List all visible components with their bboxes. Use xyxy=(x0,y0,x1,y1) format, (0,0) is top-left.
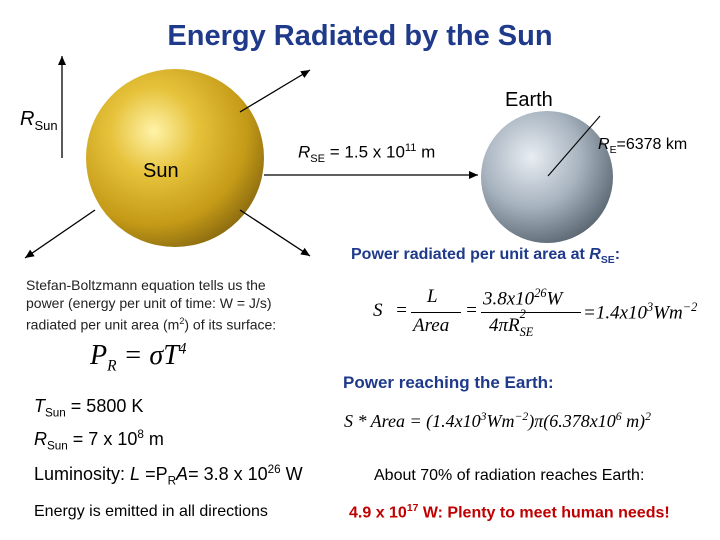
sun-temperature: $T_{Sun} = 5800$ K xyxy=(34,396,144,420)
earth-label: Earth xyxy=(505,89,553,111)
power-reaching-equation: S * Area = $(1.4x10^3Wm^{-2})\pi(6.378x10^6$ m)$^2$ xyxy=(344,410,651,431)
power-reaching-heading: Power reaching the Earth: xyxy=(343,373,554,392)
sun-label: Sun xyxy=(143,160,179,182)
directions-text: Energy is emitted in all directions xyxy=(34,503,268,520)
sun-sphere xyxy=(86,69,264,247)
stefan-boltzmann-text: Stefan-Boltzmann equation tells us the power (energy per unit of time: W = J/s) radiated per unit area $(m^2)$ of its surface: xyxy=(26,277,277,333)
result-text: 4.9 x $10^{17}$ W: Plenty to meet human needs! xyxy=(349,503,670,522)
fraction-bar-2 xyxy=(481,312,581,313)
luminosity: Luminosity: $L =P_RA= 3.8$ x $10^{26}$ W xyxy=(34,463,303,488)
solar-flux-equation: S = L Area = $3.8x10^{26}W$ 4πR 2 $_{SE}$ $=1.4x10^3Wm^{-2}$ xyxy=(373,286,698,339)
r-sun-label: $R_{Sun}$ xyxy=(20,108,58,133)
re-label: $R_E=6378$ km xyxy=(598,136,688,157)
seventy-percent-text: About 70% of radiation reaches Earth: xyxy=(374,467,645,484)
slide-title: Energy Radiated by the Sun xyxy=(167,20,553,52)
fraction-bar-1 xyxy=(411,312,461,313)
rse-label: $R_{SE} = 1.5$ x $10^{11}$ m xyxy=(298,142,436,166)
stefan-boltzmann-equation: $P_R = \sigma T^4$ xyxy=(90,340,187,375)
earth-sphere xyxy=(481,111,613,243)
sun-radius: $R_{Sun} = 7$ x $10^8$ m xyxy=(34,428,164,453)
arrow-down-right xyxy=(240,210,310,256)
arrow-down-left xyxy=(25,210,95,258)
arrow-up-right xyxy=(240,70,310,112)
power-per-area-heading: Power radiated per unit area at $R_{SE}$: xyxy=(351,246,621,267)
